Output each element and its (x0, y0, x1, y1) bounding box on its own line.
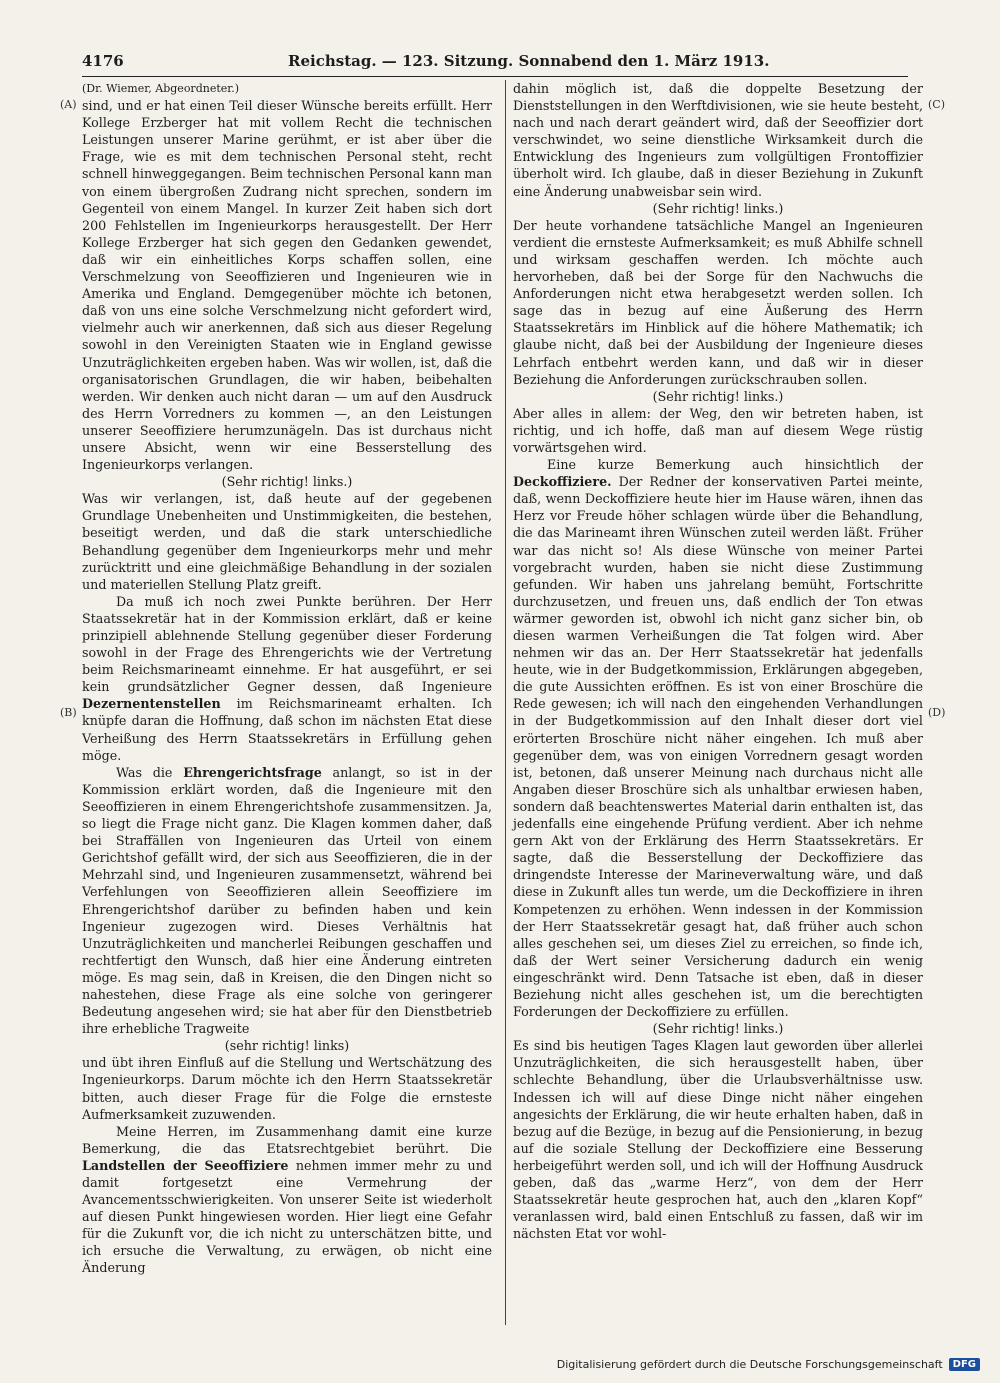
interjection: (Sehr richtig! links.) (652, 200, 784, 216)
keyword-dezernentenstellen: Dezernentenstellen (82, 696, 221, 712)
text-run: Meine Herren, im Zusammenhang damit eine kurze Bemerkung, die das Etatsrechtgebiet berührt. Die (82, 1123, 492, 1156)
text-run: Was die (116, 764, 184, 780)
paragraph: Aber alles in allem: der Weg, den wir betreten haben, ist richtig, und ich hoffe, daß man auf diesem Wege rüstig vorwärtsgehen wird. (513, 405, 923, 455)
text-run: anlangt, so ist in der Kommission erklärt worden, daß die Ingenieure mit den Seeoffizieren in einem Ehrengerichtshofe zusammensitzen. Ja, so liegt die Frage nicht ganz. Die Klagen kommen daher, daß bei Straffällen von Ingenieuren das Urteil von einem Gerichtshof gefällt wird, der sich aus Seeoffizieren, die in der Mehrzahl sind, und Ingenieuren zusammensetzt, während bei Verfehlungen von Seeoffizieren allein Seeoffiziere im Ehrengerichtshof darüber zu befinden haben und kein Ingenieur zugezogen wird. Dieses Verhältnis hat Unzuträglichkeiten und mancherlei Reibungen geschaffen und rechtfertigt den Wunsch, daß hier eine Änderung eintreten möge. Es mag sein, daß in Kreisen, die den Dingen nicht so nahestehen, diese Frage als eine solche von geringerer Bedeutung angesehen wird; sie hat aber für den Dienstbetrieb ihre erhebliche Tragweite (82, 764, 492, 1037)
speaker-note: (Dr. Wiemer, Abgeordneter.) (82, 82, 240, 95)
paragraph: Der heute vorhandene tatsächliche Mangel an Ingenieuren verdient die ernsteste Aufmerksamkeit; es muß Abhilfe schnell und wirksam geschaffen werden. Ich möchte auch hervorheben, daß bei der Sorge für den Nachwuchs die Anforderungen nicht etwa herabgesetzt werden sollen. Ich sage das in bezug auf eine Äußerung des Herrn Staatssekretärs im Hinblick auf die höhere Mathematik; ich glaube nicht, daß bei der Ausbildung der Ingenieure dieses Lehrfach entbehrt werden kann, und daß wir in dieser Beziehung die Anforderungen zurückschrauben sollen. (513, 217, 923, 387)
column-divider (505, 80, 506, 1325)
paragraph: sind, und er hat einen Teil dieser Wünsche bereits erfüllt. Herr Kollege Erzberger hat mit vollem Recht die technischen Leistungen unserer Marine gerühmt, er ist aber über die Frage, wie es mit dem technischen Personal steht, recht schnell hinweggegangen. Beim technischen Personal kann man von einem übergroßen Zudrang nicht sprechen, sondern im Gegenteil von einem Mangel. In kurzer Zeit haben sich dort 200 Fehlstellen im Ingenieurkorps herausgestellt. Der Herr Kollege Erzberger hat sich gegen den Gedanken gewendet, daß wir ein einheitliches Korps schaffen sollen, eine Verschmelzung von Seeoffizieren und Ingenieuren wie in Amerika und England. Demgegenüber möchte ich betonen, daß von uns eine solche Verschmelzung nicht gefordert wird, vielmehr auch wir anerkennen, daß sich aus dieser Regelung sowohl in den Vereinigten Staaten wie in England gewisse Unzuträglichkeiten ergeben haben. Was wir wollen, ist, daß die organisatorischen Grundlagen, die wir haben, beibehalten werden. Wir denken auch nicht daran — um auf den Ausdruck des Herrn Vorredners zu kommen —, an den Leistungen unserer Seeoffiziere herumzunägeln. Das ist durchaus nicht unsere Absicht, wenn wir eine Besserstellung des Ingenieurkorps verlangen. (82, 98, 492, 473)
page-header (82, 52, 908, 77)
text-run: Da muß ich noch zwei Punkte berühren. Der Herr Staatssekretär hat in der Kommission erklärt, daß er keine prinzipiell ablehnende Stellung gegenüber dieser Forderung sowohl in der Frage des Ehrengerichts wie der Vertretung beim Reichsmarineamt einnehme. Er hat ausgeführt, er sei kein grundsätzlicher Gegner dessen, daß Ingenieure (82, 593, 492, 695)
margin-marker-d: (D) (928, 706, 946, 719)
text-run: Eine kurze Bemerkung auch hinsichtlich der (547, 457, 923, 473)
funding-note: Digitalisierung gefördert durch die Deutsche Forschungsgemeinschaft (556, 1358, 943, 1371)
margin-marker-b: (B) (60, 706, 77, 719)
running-title: Reichstag. — 123. Sitzung. Sonnabend den 1. März 1913. (288, 52, 770, 70)
interjection: (sehr richtig! links) (224, 1038, 350, 1054)
paragraph: dahin möglich ist, daß die doppelte Besetzung der Dienststellungen in den Werftdivisionen, wie sie heute besteht, nach und nach derart geändert wird, daß der Seeoffizier dort verschwindet, wo seine dienstliche Wirksamkeit durch die Entwicklung des Ingenieurs zum vollgültigen Frontoffizier überholt wird. Ich glaube, daß in dieser Beziehung in Zukunft eine Änderung unabweisbar sein wird. (513, 81, 923, 199)
paragraph: und übt ihren Einfluß auf die Stellung und Wertschätzung des Ingenieurkorps. Darum möchte ich den Herrn Staatssekretär bitten, auch dieser Frage für die Folge die ernsteste Aufmerksamkeit zuzuwenden. (82, 1055, 492, 1122)
paragraph: Was wir verlangen, ist, daß heute auf der gegebenen Grundlage Unebenheiten und Unstimmigkeiten, die bestehen, beseitigt werden, und daß die stark unterschiedliche Behandlung gegenüber dem Ingenieurkorps mehr und mehr zurücktritt und eine gleichmäßige Behandlung in der sozialen und materiellen Stellung Platz greift. (82, 491, 492, 592)
paragraph (82, 764, 492, 1038)
keyword-deckoffiziere: Deckoffiziere. (513, 474, 612, 490)
paragraph: Es sind bis heutigen Tages Klagen laut geworden über allerlei Unzuträglichkeiten, die sich herausgestellt haben, über schlechte Behandlung, über die Urlaubsverhältnisse usw. Indessen ich will auf diese Dinge nicht näher eingehen angesichts der Erklärung, die wir heute erhalten haben, daß in bezug auf die Bezüge, in bezug auf die Pensionierung, in bezug auf die soziale Stellung der Deckoffiziere eine Besserung herbeigeführt werden soll, und ich will der Hoffnung Ausdruck geben, daß das „warme Herz“, von dem der Herr Staatssekretär heute gesprochen hat, auch den „klaren Kopf“ veranlassen wird, bald einen Entschluß zu fassen, daß wir im nächsten Etat vor wohl- (513, 1038, 923, 1242)
interjection: (Sehr richtig! links.) (652, 1021, 784, 1037)
paragraph (82, 593, 492, 764)
dfg-logo-icon: DFG (949, 1358, 980, 1371)
text-run: Der Redner der konservativen Partei meinte, daß, wenn Deckoffiziere heute hier im Hause wären, ihnen das Herz vor Freude höher schlagen würde über die Behandlung, die das Marineamt ihren Wünschen zuteil werden läßt. Früher war das nicht so! Als diese Wünsche von meiner Partei vorgebracht wurden, haben sie nicht diese Zustimmung gefunden. Wir haben uns jahrelang bemüht, Fortschritte durchzusetzen, und freuen uns, daß endlich der Ton etwas wärmer geworden ist, obwohl ich nicht ganz sicher bin, ob diesen warmen Verheißungen die Tat folgen wird. Aber nehmen wir das an. Der Herr Staatssekretär hat jedenfalls heute, wie in der Budgetkommission, Erklärungen abgegeben, die gute Aussichten eröffnen. Es ist von einer Broschüre die Rede gewesen; ich will nach den eingehenden Verhandlungen in der Budgetkommission auf den Inhalt dieser dort viel erörterten Broschüre nicht näher eingehen. Ich muß aber gegenüber dem, was von einigen Vorrednern gesagt worden ist, betonen, daß unserer Meinung nach durchaus nicht alle Angaben dieser Broschüre sich als unhaltbar erwiesen haben, sondern daß beachtenswertes Material darin enthalten ist, das jedenfalls eine eingehende Prüfung verdient. Aber ich nehme gern Akt von der Erklärung des Herrn Staatssekretärs. Er sagte, daß die Besserstellung der Deckoffiziere das dringendste Interesse der Marineverwaltung wäre, und daß diese in Zukunft alles tun werde, um die Deckoffiziere in ihren Kompetenzen zu erhöhen. Wenn indessen in der Kommission der Herr Staatssekretär gesagt hat, daß früher auch schon alles geschehen sei, um dieses Ziel zu erreichen, so finde ich, daß der Wert seiner Versicherung dadurch ein wenig eingeschränkt wird. Denn Tatsache ist eben, daß in dieser Beziehung nicht alles geschehen ist, um die berechtigten Forderungen der Deckoffiziere zu erfüllen. (513, 474, 923, 1020)
paragraph (513, 456, 923, 1020)
text-run: nehmen immer mehr zu und damit fortgesetzt eine Vermehrung der Avancementsschwierigkeiten. Von unserer Seite ist wiederholt auf diesen Punkt hingewiesen worden. Hier liegt eine Gefahr für die Zukunft vor, die ich nicht zu unterschätzen bitte, und ich ersuche die Verwaltung, zu erwägen, ob nicht eine Änderung (82, 1157, 492, 1276)
keyword-ehrengerichtsfrage: Ehrengerichtsfrage (183, 764, 322, 780)
keyword-landstellen: Landstellen der Seeoffiziere (82, 1157, 289, 1173)
interjection: (Sehr richtig! links.) (652, 388, 784, 404)
footer (557, 1358, 980, 1371)
right-column (513, 80, 923, 1242)
page-number: 4176 (82, 52, 124, 70)
interjection: (Sehr richtig! links.) (221, 474, 353, 490)
text-run: im Reichsmarineamt erhalten. Ich knüpfe daran die Hoffnung, daß schon im nächsten Etat diese Verheißung des Herrn Staatssekretärs in Erfüllung gehen möge. (82, 696, 492, 763)
left-column (82, 80, 492, 1277)
paragraph (82, 1123, 492, 1277)
margin-marker-c: (C) (928, 98, 945, 111)
margin-marker-a: (A) (60, 98, 77, 111)
